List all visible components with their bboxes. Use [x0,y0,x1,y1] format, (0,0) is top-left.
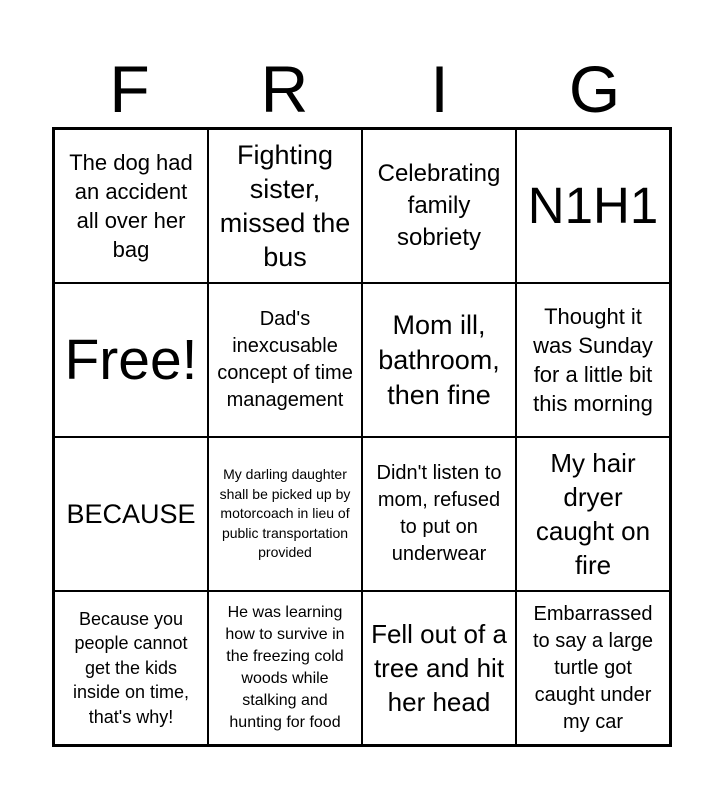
bingo-header [52,50,672,128]
bingo-cell[interactable] [54,129,208,283]
cell-text: Celebrating family sobriety [377,160,501,251]
bingo-cell[interactable] [208,283,362,437]
bingo-cell[interactable] [54,437,208,591]
bingo-cell[interactable] [516,129,670,283]
cell-text: Embarrassed to say a large turtle got caught under my car [532,602,654,733]
cell-text: N1H1 [527,177,659,234]
cell-text: Mom ill, bathroom, then fine [378,309,500,410]
header-letter-i: I [430,52,449,126]
cell-text: Didn't listen to mom, refused to put on underwear [376,462,502,565]
bingo-cell[interactable] [208,129,362,283]
cell-text: The dog had an accident all over her bag [69,150,193,262]
bingo-grid [52,127,672,747]
cell-text: Thought it was Sunday for a little bit this morning [533,304,653,416]
bingo-cell[interactable] [54,591,208,745]
cell-text: BECAUSE [66,499,196,529]
cell-text: He was learning how to survive in the freezing cold woods while stalking and hunting for food [225,604,345,731]
bingo-cell[interactable] [208,591,362,745]
cell-text: Dad's inexcusable concept of time management [217,308,353,411]
bingo-cell[interactable] [516,437,670,591]
cell-text: Fell out of a tree and hit her head [371,619,507,717]
bingo-cell[interactable] [208,437,362,591]
header-letter-g: G [568,52,621,126]
header-letter-f: F [109,52,150,126]
cell-text: Because you people cannot get the kids inside on time, that's why! [72,608,190,727]
bingo-cell[interactable] [362,437,516,591]
header-letter-r: R [260,52,309,126]
cell-text: Free! [64,328,198,392]
bingo-cell[interactable] [362,129,516,283]
bingo-cell[interactable] [516,283,670,437]
free-space-cell[interactable] [54,283,208,437]
bingo-cell[interactable] [362,283,516,437]
cell-text: Fighting sister, missed the bus [219,140,351,272]
cell-text: My hair dryer caught on fire [535,448,651,580]
bingo-cell[interactable] [516,591,670,745]
bingo-cell[interactable] [362,591,516,745]
cell-text: My darling daughter shall be picked up by motorcoach in lieu of public transportation provided [219,466,351,561]
